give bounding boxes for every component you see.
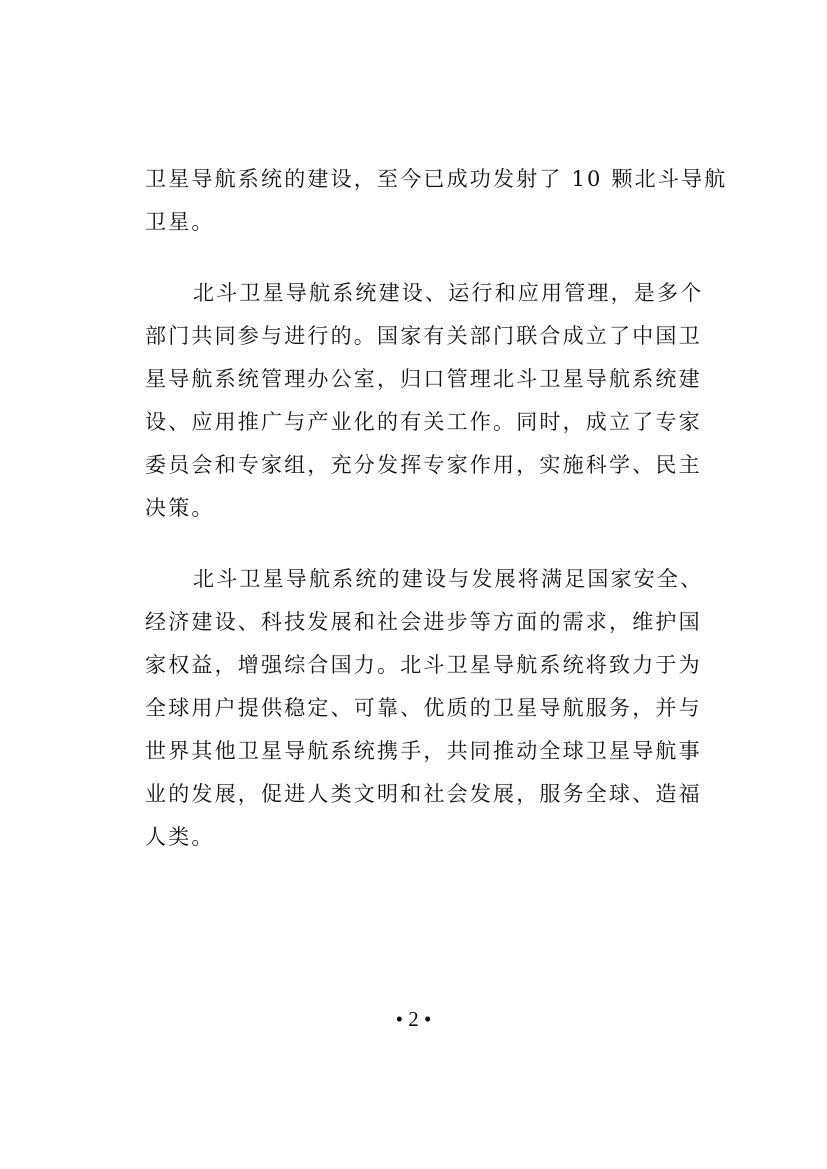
paragraph-2 (145, 272, 704, 530)
paragraph-spacer (145, 244, 685, 272)
text-line: 卫星导航系统的建设，至今已成功发射了 10 颗北斗导航 (145, 167, 728, 191)
text-line: 业的发展，促进人类文明和社会发展，服务全球、造福 (145, 782, 702, 806)
paragraph-1 (145, 158, 728, 244)
text-line: 人类。 (145, 825, 215, 849)
text-line: 经济建设、科技发展和社会进步等方面的需求，维护国 (145, 610, 702, 634)
text-line: 北斗卫星导航系统建设、运行和应用管理，是多个 (193, 281, 704, 305)
text-line: 决策。 (145, 496, 215, 520)
paragraph-3 (145, 558, 704, 859)
text-line: 委员会和专家组，充分发挥专家作用，实施科学、民主 (145, 453, 702, 477)
text-line: 全球用户提供稳定、可靠、优质的卫星导航服务，并与 (145, 696, 702, 720)
page-number: • 2 • (395, 1007, 432, 1031)
text-line: 部门共同参与进行的。国家有关部门联合成立了中国卫 (145, 324, 702, 348)
text-line: 设、应用推广与产业化的有关工作。同时，成立了专家 (145, 410, 702, 434)
text-line: 星导航系统管理办公室，归口管理北斗卫星导航系统建 (145, 367, 702, 391)
text-line: 卫星。 (145, 210, 215, 234)
text-line: 世界其他卫星导航系统携手，共同推动全球卫星导航事 (145, 739, 702, 763)
text-line: 北斗卫星导航系统的建设与发展将满足国家安全、 (193, 567, 704, 591)
text-line: 家权益，增强综合国力。北斗卫星导航系统将致力于为 (145, 653, 702, 677)
paragraph-spacer (145, 530, 685, 558)
body-text (145, 158, 728, 859)
